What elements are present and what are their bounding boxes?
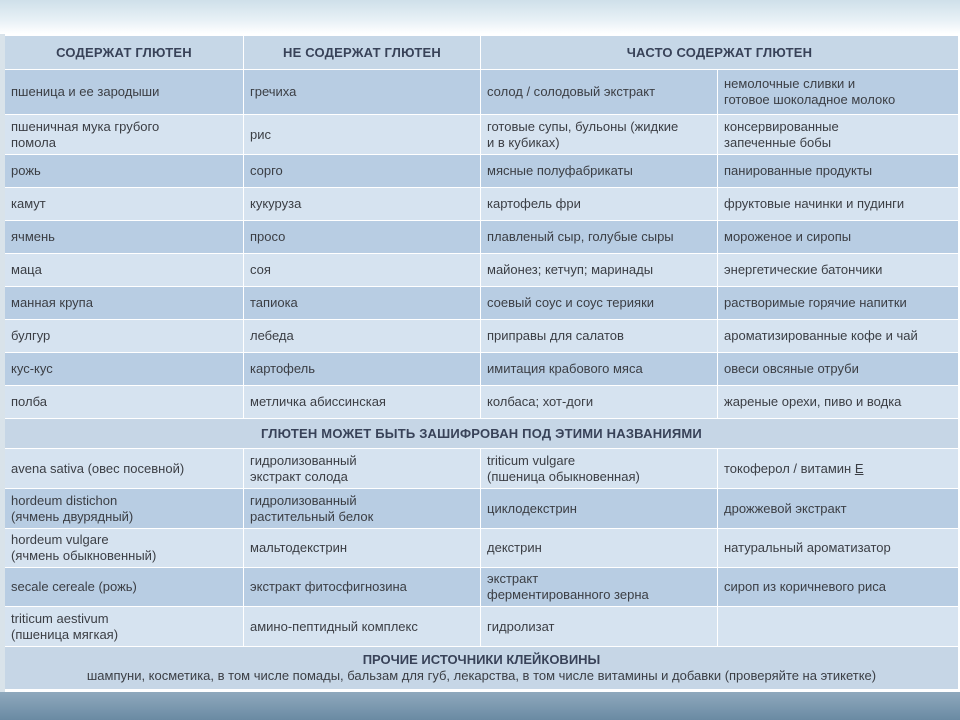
cell-text: кус-кус: [11, 361, 53, 376]
row-cell-c3: [481, 353, 718, 386]
table-header: [5, 36, 959, 70]
encoded-cell-c3: [481, 489, 718, 529]
table-row: [5, 155, 959, 188]
cell-text: triticum vulgare: [487, 452, 576, 468]
cell-text: мясные полуфабрикаты: [487, 163, 633, 178]
cell-text: булгур: [11, 328, 51, 343]
header-no-gluten: НЕ СОДЕРЖАТ ГЛЮТЕН: [244, 36, 481, 70]
row-cell-c1: [5, 254, 244, 287]
cell-text: мороженое и сиропы: [724, 229, 852, 244]
row-cell-c3: [481, 115, 718, 155]
encoded-row: [5, 529, 959, 568]
cell-text: растворимые горячие напитки: [724, 295, 907, 310]
row-cell-c4: [718, 155, 959, 188]
encoded-cell-c2: [244, 607, 481, 647]
cell-text: [724, 501, 958, 517]
encoded-cell-c3: [481, 529, 718, 568]
table-row: [5, 254, 959, 287]
encoded-cell-c1: [5, 568, 244, 607]
other-sources-text: шампуни, косметика, в том числе помады, бальзам для губ, лекарства, в том числе витамины и добавки (проверяйте на этикетке): [86, 668, 877, 683]
row-cell-c3: [481, 188, 718, 221]
row-cell-c2: [244, 254, 481, 287]
cell-text: фруктовые начинки и пудинги: [724, 196, 905, 211]
encoded-cell-c2: [244, 529, 481, 568]
cell-text: лебеда: [250, 328, 294, 343]
row-cell-c3: [481, 386, 718, 419]
cell-text-main: натуральный ароматизатор: [724, 540, 891, 555]
cell-text: гречиха: [250, 84, 297, 99]
row-cell-c3: [481, 70, 718, 115]
top-gradient-band: [0, 0, 960, 34]
encoded-cell-c4: [718, 568, 959, 607]
row-cell-c1: [5, 287, 244, 320]
section-other-sources: [5, 647, 959, 690]
row-cell-c2: [244, 155, 481, 188]
other-sources-cell: [5, 647, 959, 690]
cell-text: [724, 579, 958, 595]
cell-text: гидролизат: [487, 618, 555, 634]
row-cell-c2: [244, 188, 481, 221]
row-cell-c2: [244, 287, 481, 320]
cell-text: консервированные: [724, 118, 839, 134]
cell-text: гидролизованный: [250, 492, 357, 508]
cell-text: солод / солодовый экстракт: [487, 84, 656, 99]
row-cell-c1: [5, 188, 244, 221]
row-cell-c4: [718, 386, 959, 419]
cell-text: запеченные бобы: [724, 134, 832, 150]
cell-text: [724, 461, 958, 477]
section-encoded-names: [5, 419, 959, 449]
cell-text: гидролизованный: [250, 452, 357, 468]
cell-text: (ячмень двурядный): [11, 508, 134, 524]
encoded-cell-c4: [718, 449, 959, 489]
table-row: [5, 188, 959, 221]
cell-text: камут: [11, 196, 46, 211]
cell-text: avena sativa (овес посевной): [11, 460, 185, 476]
cell-text: [724, 540, 958, 556]
cell-text: маца: [11, 262, 42, 277]
cell-text: приправы для салатов: [487, 328, 624, 343]
cell-text: колбаса; хот-доги: [487, 394, 594, 409]
bottom-bar: [0, 692, 960, 720]
row-cell-c2: [244, 386, 481, 419]
encoded-row: [5, 489, 959, 529]
encoded-cell-c2: [244, 489, 481, 529]
cell-text-main: токоферол / витамин: [724, 460, 855, 476]
row-cell-c4: [718, 353, 959, 386]
cell-text: жареные орехи, пиво и водка: [724, 394, 902, 409]
row-cell-c4: [718, 188, 959, 221]
cell-text: помола: [11, 134, 56, 150]
cell-text: соя: [250, 262, 271, 277]
encoded-cell-c2: [244, 568, 481, 607]
encoded-cell-c1: [5, 529, 244, 568]
cell-text: имитация крабового мяса: [487, 361, 643, 376]
row-cell-c2: [244, 70, 481, 115]
cell-text: метличка абиссинская: [250, 394, 386, 409]
cell-text: hordeum distichon: [11, 492, 118, 508]
cell-text: рожь: [11, 163, 41, 178]
cell-text: плавленый сыр, голубые сыры: [487, 229, 674, 244]
row-cell-c1: [5, 320, 244, 353]
cell-text: овеси овсяные отруби: [724, 361, 859, 376]
table-row: [5, 70, 959, 115]
cell-text: triticum aestivum: [11, 610, 109, 626]
cell-text: амино-пептидный комплекс: [250, 618, 418, 634]
encoded-row: [5, 449, 959, 489]
row-cell-c4: [718, 221, 959, 254]
row-cell-c2: [244, 221, 481, 254]
table-row: [5, 386, 959, 419]
gluten-table: [5, 36, 959, 690]
cell-text-main: дрожжевой экстракт: [724, 500, 847, 516]
encoded-cell-c1: [5, 607, 244, 647]
cell-text-underlined: Е: [854, 460, 864, 476]
cell-text: картофель фри: [487, 196, 581, 211]
cell-text: энергетические батончики: [724, 262, 883, 277]
row-cell-c2: [244, 320, 481, 353]
row-cell-c3: [481, 221, 718, 254]
row-cell-c4: [718, 287, 959, 320]
row-cell-c1: [5, 386, 244, 419]
row-cell-c2: [244, 115, 481, 155]
encoded-cell-c4: [718, 529, 959, 568]
header-often-gluten: ЧАСТО СОДЕРЖАТ ГЛЮТЕН: [481, 36, 959, 70]
encoded-cell-c3: [481, 607, 718, 647]
row-cell-c2: [244, 353, 481, 386]
cell-text: манная крупа: [11, 295, 93, 310]
encoded-cell-c3: [481, 449, 718, 489]
row-cell-c3: [481, 320, 718, 353]
encoded-row: [5, 568, 959, 607]
row-cell-c1: [5, 115, 244, 155]
cell-text: просо: [250, 229, 286, 244]
cell-text: растительный белок: [250, 508, 374, 524]
row-cell-c1: [5, 70, 244, 115]
encoded-row: [5, 607, 959, 647]
row-cell-c3: [481, 287, 718, 320]
encoded-cell-c4: [718, 489, 959, 529]
cell-text: рис: [250, 126, 271, 142]
row-cell-c1: [5, 353, 244, 386]
encoded-cell-c2: [244, 449, 481, 489]
cell-text: ферментированного зерна: [487, 587, 649, 602]
row-cell-c4: [718, 320, 959, 353]
row-cell-c3: [481, 254, 718, 287]
cell-text: экстракт солода: [250, 468, 348, 484]
cell-text: и в кубиках): [487, 134, 560, 150]
cell-text: картофель: [250, 361, 316, 376]
cell-text: ячмень: [11, 229, 55, 244]
other-sources-title: ПРОЧИЕ ИСТОЧНИКИ КЛЕЙКОВИНЫ: [362, 652, 601, 667]
row-cell-c3: [481, 155, 718, 188]
cell-text: немолочные сливки и: [724, 76, 856, 91]
section-encoded-title: ГЛЮТЕН МОЖЕТ БЫТЬ ЗАШИФРОВАН ПОД ЭТИМИ НАЗВАНИЯМИ: [5, 419, 959, 449]
cell-text: (пшеница обыкновенная): [487, 468, 640, 484]
cell-text: декстрин: [487, 540, 542, 555]
cell-text-main: сироп из коричневого риса: [724, 579, 886, 594]
cell-text: пшеничная мука грубого: [11, 118, 160, 134]
row-cell-c1: [5, 221, 244, 254]
cell-text: экстракт фитосфигнозина: [250, 579, 407, 594]
cell-text: майонез; кетчуп; маринады: [487, 262, 654, 277]
table-row: [5, 221, 959, 254]
row-cell-c4: [718, 70, 959, 115]
cell-text: сорго: [250, 163, 283, 178]
cell-text: циклодекстрин: [487, 500, 577, 516]
table-row: [5, 353, 959, 386]
row-cell-c4: [718, 254, 959, 287]
cell-text: готовое шоколадное молоко: [724, 92, 896, 107]
cell-text: (пшеница мягкая): [11, 626, 119, 642]
row-cell-c4: [718, 115, 959, 155]
cell-text: secale cereale (рожь): [11, 579, 137, 594]
cell-text: тапиока: [250, 295, 298, 310]
cell-text: ароматизированные кофе и чай: [724, 328, 918, 343]
cell-text: пшеница и ее зародыши: [11, 84, 160, 99]
table-row: [5, 287, 959, 320]
cell-text: полба: [11, 394, 47, 409]
header-contains-gluten: СОДЕРЖАТ ГЛЮТЕН: [5, 36, 244, 70]
encoded-cell-c3: [481, 568, 718, 607]
encoded-cell-c4: [718, 607, 959, 647]
encoded-cell-c1: [5, 449, 244, 489]
row-cell-c1: [5, 155, 244, 188]
cell-text: соевый соус и соус терияки: [487, 295, 655, 310]
encoded-cell-c1: [5, 489, 244, 529]
cell-text: кукуруза: [250, 196, 302, 211]
cell-text: (ячмень обыкновенный): [11, 548, 157, 563]
cell-text: мальтодекстрин: [250, 540, 348, 555]
cell-text: экстракт: [487, 571, 539, 586]
table-row: [5, 115, 959, 155]
table-row: [5, 320, 959, 353]
cell-text: панированные продукты: [724, 163, 873, 178]
cell-text: готовые супы, бульоны (жидкие: [487, 118, 679, 134]
cell-text: hordeum vulgare: [11, 532, 109, 547]
